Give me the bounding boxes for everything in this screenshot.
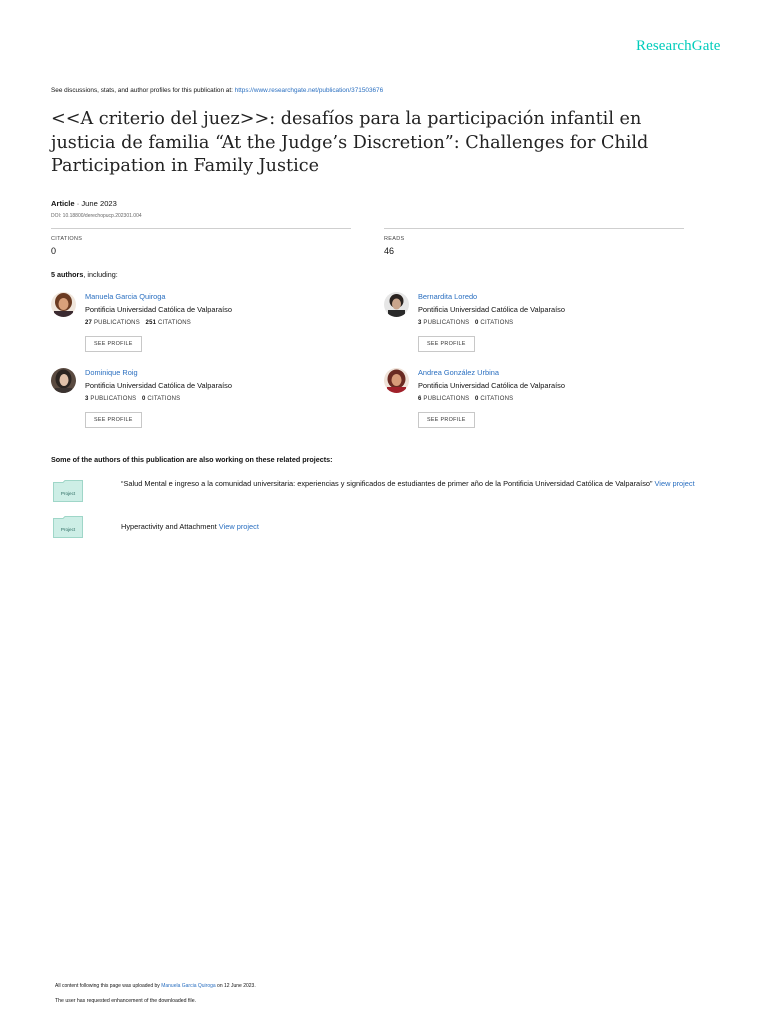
author-name[interactable]: Manuela Garcia Quiroga (85, 292, 166, 301)
doi: DOI: 10.18800/derechopucp.202301.004 (51, 213, 142, 219)
author-publications-label: PUBLICATIONS (93, 320, 140, 326)
citations-label: CITATIONS (51, 236, 83, 242)
article-type: Article (51, 199, 75, 208)
author-citations-label: CITATIONS (147, 396, 181, 402)
project-description (121, 521, 721, 533)
upload-suffix: on 12 June 2023. (215, 983, 256, 989)
project-title: Hyperactivity and Attachment (121, 522, 219, 531)
author-citations-count: 0 (142, 396, 146, 402)
author-name[interactable]: Dominique Roig (85, 368, 138, 377)
view-project-link[interactable]: View project (654, 479, 695, 488)
author-publications-count: 6 (418, 396, 422, 402)
author-name[interactable]: Andrea González Urbina (418, 368, 499, 377)
project-item (53, 515, 723, 539)
author-name[interactable]: Bernardita Loredo (418, 292, 478, 301)
upload-note (55, 983, 256, 989)
related-projects-heading: Some of the authors of this publication are also working on these related projects: (51, 455, 333, 464)
author-institution: Pontificia Universidad Católica de Valparaíso (85, 381, 232, 390)
project-title: “Salud Mental e ingreso a la comunidad universitaria: experiencias y significados de estudiantes de primer año de la Pontificia Universidad Católica de Valparaíso” (121, 479, 655, 488)
author-stats (418, 320, 513, 326)
researchgate-logo[interactable]: ResearchGate (636, 38, 721, 54)
author-avatar[interactable] (384, 368, 409, 393)
uploader-link[interactable]: Manuela Garcia Quiroga (161, 983, 216, 989)
author-avatar[interactable] (51, 292, 76, 317)
upload-prefix: All content following this page was uploaded by (55, 983, 162, 989)
authors-suffix: , including: (83, 270, 118, 279)
citations-value: 0 (51, 246, 57, 256)
article-meta (51, 199, 117, 208)
article-date: · June 2023 (74, 199, 117, 208)
authors-count: 5 authors (51, 270, 84, 279)
folder-icon[interactable] (53, 516, 83, 538)
see-discussions-line (51, 87, 383, 94)
author-publications-label: PUBLICATIONS (423, 396, 470, 402)
author-citations-count: 0 (475, 396, 479, 402)
see-discussions-text: See discussions, stats, and author profiles for this publication at: (51, 87, 235, 94)
folder-icon-label: Project (60, 527, 76, 532)
reads-divider (384, 228, 684, 229)
author-avatar[interactable] (384, 292, 409, 317)
reads-value: 46 (384, 246, 395, 256)
project-description (121, 478, 721, 490)
author-publications-label: PUBLICATIONS (90, 396, 137, 402)
project-item (53, 478, 723, 508)
author-avatar[interactable] (51, 368, 76, 393)
author-publications-label: PUBLICATIONS (423, 320, 470, 326)
author-institution: Pontificia Universidad Católica de Valparaíso (418, 305, 565, 314)
folder-icon[interactable] (53, 480, 83, 502)
author-institution: Pontificia Universidad Católica de Valparaíso (85, 305, 232, 314)
author-stats (418, 396, 513, 402)
publication-link[interactable]: https://www.researchgate.net/publication/371503676 (234, 87, 384, 94)
view-project-link[interactable]: View project (218, 522, 259, 531)
author-citations-label: CITATIONS (480, 320, 514, 326)
author-citations-label: CITATIONS (480, 396, 514, 402)
see-profile-button[interactable]: SEE PROFILE (85, 412, 142, 428)
see-profile-button[interactable]: SEE PROFILE (418, 336, 475, 352)
folder-icon-label: Project (60, 491, 76, 496)
see-profile-button[interactable]: SEE PROFILE (85, 336, 142, 352)
author-institution: Pontificia Universidad Católica de Valparaíso (418, 381, 565, 390)
see-profile-button[interactable]: SEE PROFILE (418, 412, 475, 428)
author-citations-count: 0 (475, 320, 479, 326)
author-citations-label: CITATIONS (158, 320, 191, 326)
publication-title: <<A criterio del juez>>: desafíos para la participación infantil en justicia de familia “At the Judge’s Discretion”: Challenges for Child Participation in Family Justice (51, 109, 649, 176)
author-publications-count: 3 (418, 320, 422, 326)
author-publications-count: 27 (85, 320, 93, 326)
author-citations-count: 251 (145, 320, 157, 326)
enhancement-note: The user has requested enhancement of the downloaded file. (55, 998, 197, 1004)
author-stats (85, 320, 191, 326)
reads-label: READS (384, 236, 405, 242)
authors-heading (51, 270, 118, 279)
author-stats (85, 396, 180, 402)
citations-divider (51, 228, 351, 229)
author-publications-count: 3 (85, 396, 89, 402)
